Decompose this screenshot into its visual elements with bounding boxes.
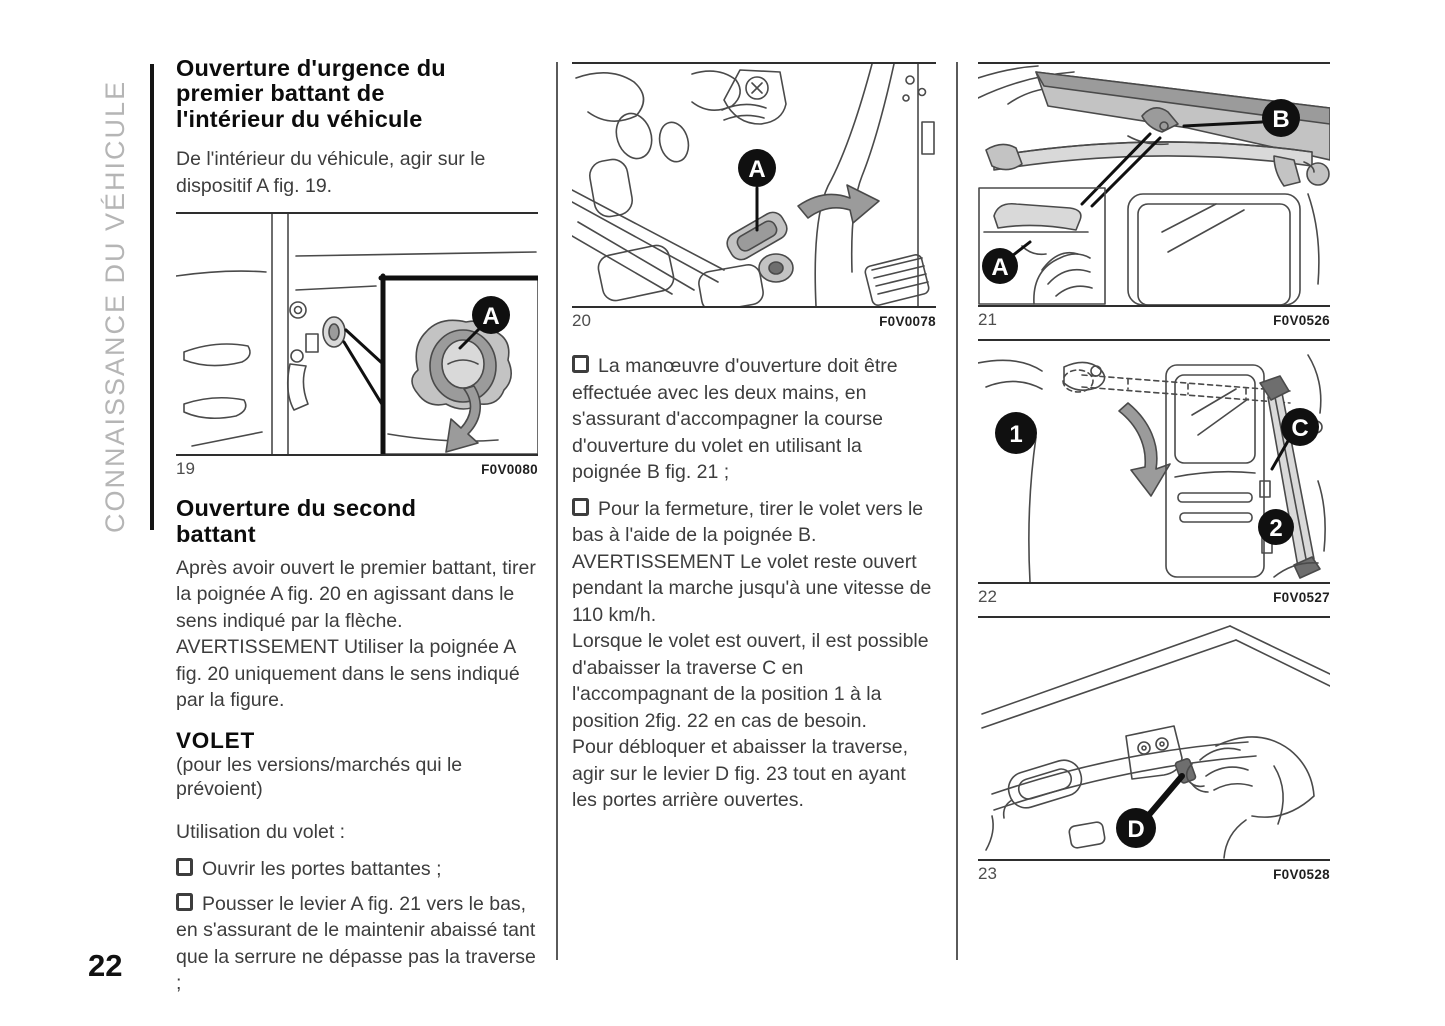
heading-emergency-opening: Ouverture d'urgence du premier battant de l'intérieur du véhicule (176, 55, 446, 132)
figure-22-caption (978, 587, 1330, 607)
heading-second-door: Ouverture du second battant (176, 495, 417, 547)
figure-23-callout-d: D (1127, 816, 1145, 843)
figure-22-illustration (978, 341, 1330, 582)
figure-19-illustration (176, 214, 538, 454)
bullet-square-icon (176, 858, 193, 876)
sidebar-rule (150, 64, 154, 530)
bullet-square-icon (572, 498, 589, 516)
para-levier-d: Pour débloquer et abaisser la traverse, agir sur le levier D fig. 23 tout en ayant les portes arrière ouvertes. (572, 736, 909, 812)
figure-19-callout-a: A (482, 303, 500, 331)
figure-22-number: 22 (978, 587, 997, 606)
chapter-sidebar-label: CONNAISSANCE DU VÉHICULE (100, 79, 130, 533)
figure-19-number: 19 (176, 459, 195, 479)
figure-20-callout-a: A (748, 156, 766, 183)
figure-20-number: 20 (572, 311, 591, 330)
figure-22-code: F0V0527 (1273, 590, 1330, 605)
figure-22-callout-c: C (1291, 415, 1309, 442)
volet-bullet-1: Ouvrir les portes battantes ; (176, 856, 538, 883)
para-traverse-abaisser: Lorsque le volet est ouvert, il est possible d'abaisser la traverse C en l'accompagnant de la position 1 à la position 2fig. 22 en cas de besoin. (572, 630, 929, 732)
volet-usage-bullet-2: Pour la fermeture, tirer le volet vers le bas à l'aide de la poignée B. (572, 497, 924, 547)
volet-usage-bullet-1: La manœuvre d'ouverture doit être effectuée avec les deux mains, en s'assurant d'accompagner la course d'ouverture du volet en utilisant la poignée B fig. 21 ; (572, 355, 898, 484)
figure-20-illustration (572, 64, 936, 306)
figure-21-number: 21 (978, 310, 997, 329)
figure-23-code: F0V0528 (1273, 867, 1330, 882)
para-avertissement-volet: AVERTISSEMENT Le volet reste ouvert pendant la marche jusqu'à une vitesse de 110 km/h. (572, 550, 932, 626)
figure-20-caption (572, 311, 936, 331)
figure-21-callout-a: A (991, 254, 1009, 281)
column-divider-right (956, 62, 958, 960)
volet-subnote: (pour les versions/marchés qui le prévoient) (176, 754, 463, 800)
figure-21-callout-b: B (1272, 106, 1290, 133)
column-divider-left (556, 62, 558, 960)
figure-22-callout-1: 1 (1009, 421, 1023, 448)
figure-21 (978, 62, 1330, 307)
figure-21-illustration (978, 64, 1330, 305)
bullet-square-icon (572, 355, 589, 373)
figure-20-code: F0V0078 (879, 314, 936, 329)
right-column (978, 62, 1330, 884)
figure-23 (978, 616, 1330, 861)
figure-19-code: F0V0080 (481, 462, 538, 478)
figure-22-callout-2: 2 (1269, 515, 1283, 542)
heading-volet: VOLET (176, 728, 256, 753)
middle-column (572, 62, 936, 814)
figure-21-caption (978, 310, 1330, 330)
figure-23-illustration (978, 618, 1330, 859)
volet-intro: Utilisation du volet : (176, 820, 346, 843)
figure-22 (978, 339, 1330, 584)
bullet-square-icon (176, 893, 193, 911)
figure-23-number: 23 (978, 864, 997, 883)
left-column (176, 56, 538, 997)
figure-21-code: F0V0526 (1273, 313, 1330, 328)
figure-20 (572, 62, 936, 308)
para-emergency-opening: De l'intérieur du véhicule, agir sur le dispositif A fig. 19. (176, 148, 486, 197)
figure-19-caption (176, 459, 538, 479)
para-second-door: Après avoir ouvert le premier battant, tirer la poignée A fig. 20 en agissant dans le sens indiqué par la flèche. AVERTISSEMENT Utiliser la poignée A fig. 20 uniquement dans le sens indiqué par la figure. (176, 556, 536, 712)
figure-23-caption (978, 864, 1330, 884)
figure-19 (176, 212, 538, 456)
page-number: 22 (88, 948, 123, 983)
volet-bullet-2: Pousser le levier A fig. 21 vers le bas, en s'assurant de le maintenir abaissé tant que la serrure ne dépasse pas la traverse ; (176, 892, 536, 995)
